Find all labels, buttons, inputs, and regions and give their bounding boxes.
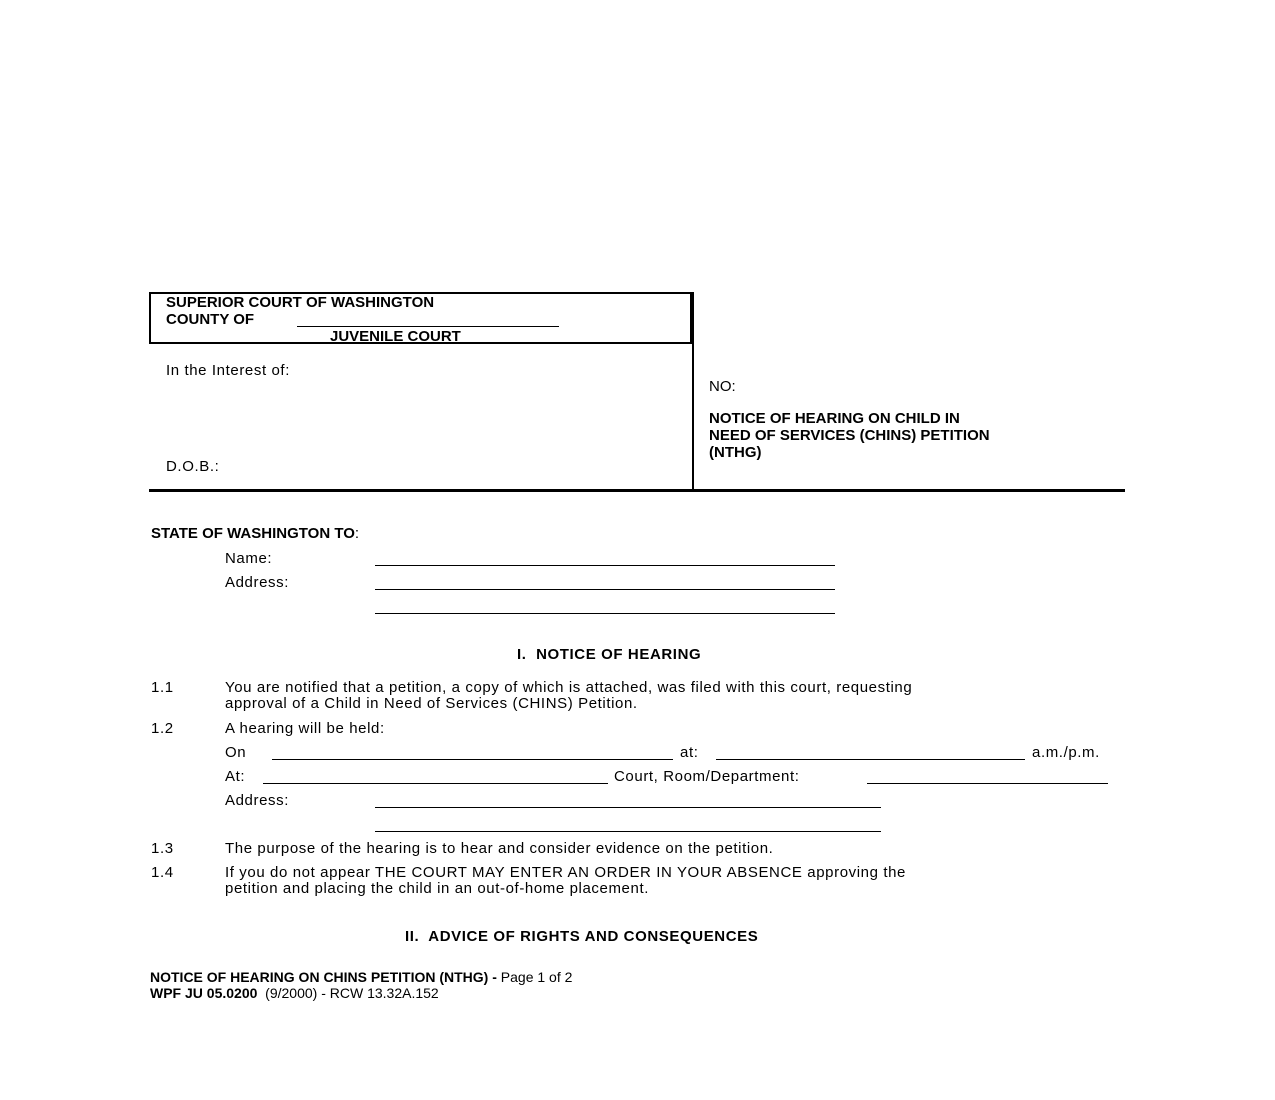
name-label: Name: xyxy=(225,550,273,567)
hearing-time-blank-line[interactable] xyxy=(716,759,1025,760)
footer-title-line xyxy=(150,969,572,986)
para-1-2-text: A hearing will be held: xyxy=(225,720,385,737)
case-number-label: NO: xyxy=(709,378,736,395)
name-blank-line[interactable] xyxy=(375,565,835,566)
address-label: Address: xyxy=(225,574,289,591)
para-1-4-line2: petition and placing the child in an out-of-home placement. xyxy=(225,880,649,897)
para-1-4-number: 1.4 xyxy=(151,864,174,881)
para-1-1-line2: approval of a Child in Need of Services (CHINS) Petition. xyxy=(225,695,638,712)
hearing-date-blank-line[interactable] xyxy=(272,759,673,760)
addressee-heading-text: STATE OF WASHINGTON TO xyxy=(151,525,355,542)
footer-form-revision: (9/2000) - RCW 13.32A.152 xyxy=(257,985,439,1001)
caption-divider-vertical xyxy=(692,292,694,491)
para-1-3-number: 1.3 xyxy=(151,840,174,857)
dob-label: D.O.B.: xyxy=(166,458,220,475)
county-blank-line[interactable] xyxy=(297,326,559,327)
para-1-3-text: The purpose of the hearing is to hear and consider evidence on the petition. xyxy=(225,840,774,857)
footer-page-info: Page 1 of 2 xyxy=(496,969,573,985)
court-county-label: COUNTY OF xyxy=(166,311,255,328)
hearing-address-blank-line-1[interactable] xyxy=(375,807,881,808)
footer-form-title: NOTICE OF HEARING ON CHINS PETITION (NTHG) - xyxy=(150,969,497,985)
para-1-1-number: 1.1 xyxy=(151,679,174,696)
court-name-line1: SUPERIOR COURT OF WASHINGTON xyxy=(166,294,435,311)
interest-of-label: In the Interest of: xyxy=(166,362,290,379)
para-1-1-line1: You are notified that a petition, a copy of which is attached, was filed with this court, requesting xyxy=(225,679,913,696)
para-1-4-line1: If you do not appear THE COURT MAY ENTER AN ORDER IN YOUR ABSENCE approving the xyxy=(225,864,906,881)
form-title-line3: (NTHG) xyxy=(709,444,762,461)
section2-heading: II. ADVICE OF RIGHTS AND CONSEQUENCES xyxy=(405,928,759,945)
court-room-blank-line[interactable] xyxy=(867,783,1108,784)
hearing-at-label: at: xyxy=(680,744,699,761)
footer-form-line xyxy=(150,985,439,1002)
court-room-label: Court, Room/Department: xyxy=(614,768,800,785)
address-blank-line-2[interactable] xyxy=(375,613,835,614)
addressee-heading-colon: : xyxy=(354,525,360,542)
section1-heading: I. NOTICE OF HEARING xyxy=(517,646,702,663)
hearing-court-blank-line[interactable] xyxy=(263,783,608,784)
hearing-location-label: At: xyxy=(225,768,246,785)
address-blank-line-1[interactable] xyxy=(375,589,835,590)
para-1-2-number: 1.2 xyxy=(151,720,174,737)
form-title-line1: NOTICE OF HEARING ON CHILD IN xyxy=(709,410,960,427)
footer-form-number: WPF JU 05.0200 xyxy=(150,985,258,1001)
hearing-address-blank-line-2[interactable] xyxy=(375,831,881,832)
juvenile-court-label: JUVENILE COURT xyxy=(330,328,461,345)
form-title-line2: NEED OF SERVICES (CHINS) PETITION xyxy=(709,427,990,444)
addressee-heading xyxy=(151,525,359,542)
ampm-label: a.m./p.m. xyxy=(1032,744,1100,761)
hearing-address-label: Address: xyxy=(225,792,289,809)
caption-divider-horizontal xyxy=(149,489,1125,492)
hearing-on-label: On xyxy=(225,744,247,761)
